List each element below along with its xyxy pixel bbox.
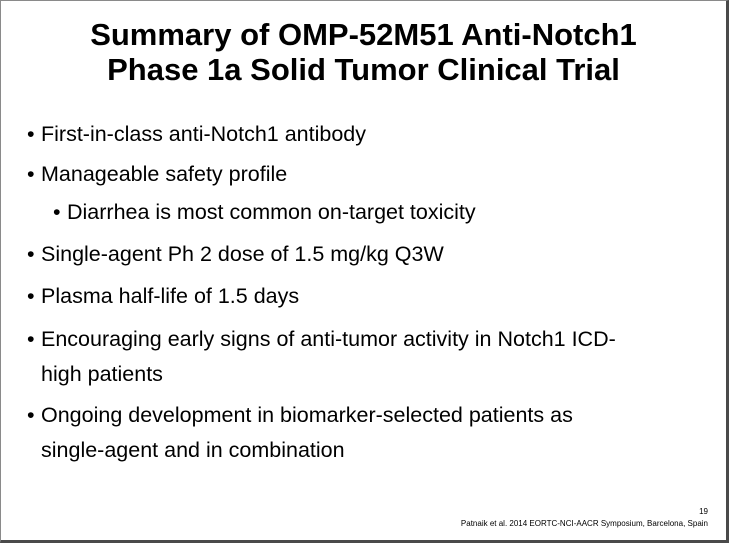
bullet-text-line-2: single-agent and in combination xyxy=(41,438,345,462)
bullet-text-line-1: Encouraging early signs of anti-tumor activity in Notch1 ICD- xyxy=(41,327,616,351)
bullet-item xyxy=(27,237,707,272)
bullet-marker: • xyxy=(53,200,61,224)
bullet-marker: • xyxy=(27,242,35,266)
bullet-item xyxy=(27,322,707,392)
page-number: 19 xyxy=(699,507,708,516)
bullet-text-line-2: high patients xyxy=(41,362,163,386)
bullet-text-line-1: Ongoing development in biomarker-selected patients as xyxy=(41,403,573,427)
bullet-item xyxy=(27,279,707,314)
bullet-text: Manageable safety profile xyxy=(41,162,288,186)
bullet-item xyxy=(27,398,707,468)
bullet-item xyxy=(27,157,707,192)
bullet-marker: • xyxy=(27,162,35,186)
bullet-marker: • xyxy=(27,403,35,427)
bullet-item xyxy=(27,117,707,152)
title-line-1: Summary of OMP-52M51 Anti-Notch1 xyxy=(90,17,637,52)
citation: Patnaik et al. 2014 EORTC-NCI-AACR Symposium, Barcelona, Spain xyxy=(460,519,708,528)
footer xyxy=(461,506,708,530)
sub-bullet-item xyxy=(53,195,729,230)
bullet-text: Diarrhea is most common on-target toxicity xyxy=(67,200,476,224)
bullet-marker: • xyxy=(27,284,35,308)
bullet-text: Plasma half-life of 1.5 days xyxy=(41,284,300,308)
slide-title xyxy=(1,17,726,87)
bullet-text: Single-agent Ph 2 dose of 1.5 mg/kg Q3W xyxy=(41,242,444,266)
bullet-marker: • xyxy=(27,327,35,351)
title-line-2: Phase 1a Solid Tumor Clinical Trial xyxy=(107,52,620,87)
bullet-marker: • xyxy=(27,122,35,146)
bullet-text: First-in-class anti-Notch1 antibody xyxy=(41,122,367,146)
